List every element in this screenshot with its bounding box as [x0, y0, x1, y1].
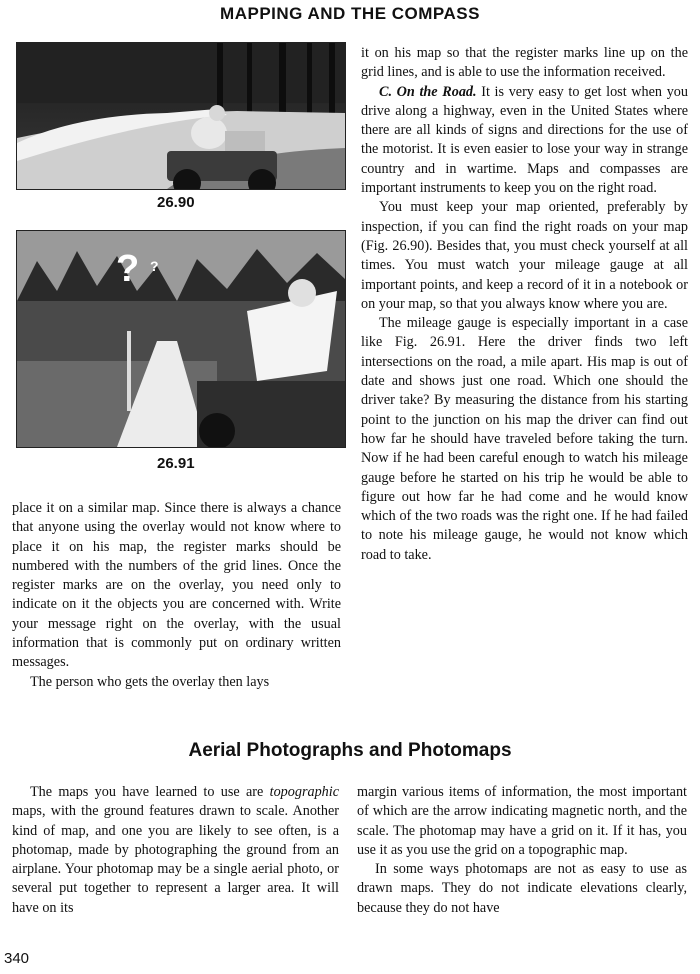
column-bottom-right: [357, 783, 687, 918]
photo-driver-with-map: [16, 230, 346, 448]
question-mark-2: ?: [150, 258, 159, 274]
paragraph: You must keep your map oriented, preferably by inspection, if you can find the right roads on your map (Fig. 26.90). Besides that, you must check yourself at all times. You must watch your mileage gauge at all important points, and keep a record of it in a notebook or on your map, so that you always know where you are.: [361, 199, 688, 312]
paragraph: it on his map so that the register marks line up on the grid lines, and is able to use the information received.: [361, 45, 688, 81]
figure-label-26-90: 26.90: [157, 194, 195, 211]
text-run: maps, with the ground features drawn to scale. Another kind of map, and one you are likely to see often, is a photomap, made by photographing the ground from an airplane. Your photomap may be a single aerial photo, or several put together to represent a larger area. It will have on its: [12, 803, 339, 916]
jeep-road-illustration: [17, 43, 345, 189]
paragraph-on-the-road: [361, 83, 688, 199]
text-run: The maps you have learned to use are: [30, 784, 270, 800]
column-top-left: [12, 499, 341, 692]
paragraph: margin various items of information, the most important of which are the arrow indicating magnetic north, and the scale. The photomap may have a grid on it. If it has, you use it as you use the grid on a topographic map.: [357, 784, 687, 858]
paragraph: [12, 783, 339, 918]
paragraph: In some ways photomaps are not as easy to use as drawn maps. They do not indicate elevations clearly, because they do not have: [357, 861, 687, 916]
paragraph: The person who gets the overlay then lays: [30, 673, 270, 690]
paragraph: The mileage gauge is especially important in a case like Fig. 26.91. Here the driver finds two left intersections on the road, a mile apart. His map is out of date and shows just one road. Which one should the driver take? By measuring the distance from his starting point to the junction on his map the driver can find out how far he should have traveled before taking the turn. Now if he had been careful enough to watch his mileage gauge before he started on his trip he would be able to figure out how far he had come and he would know which of the two roads was the right one. If he had failed to note his mileage gauge, he would not know which road to take.: [361, 315, 688, 563]
question-mark-1: ?: [116, 248, 140, 290]
page-number: 340: [4, 950, 30, 967]
run-in-heading: C. On the Road.: [379, 83, 477, 100]
column-bottom-left: [12, 783, 339, 918]
paragraph-text: It is very easy to get lost when you drive along a highway, even in the United States where there are all kinds of signs and directions for the use of the motorist. It is even easier to lose your way in strange country and in wartime. Maps and compasses are important instruments to keep you on the right road.: [361, 83, 688, 197]
paragraph: place it on a similar map. Since there is always a chance that anyone using the overlay would not know where to place it on his map, the register marks should be numbered with the numbers of the grid lines. Once the register marks are on the overlay, you need only to indicate on it the objects you are concerned with. Write your message right on the overlay, with the usual information that is commonly put on ordinary written messages.: [12, 500, 341, 671]
running-head: MAPPING AND THE COMPASS: [220, 4, 480, 23]
column-top-right: [361, 44, 688, 565]
emphasis: topographic: [269, 784, 339, 800]
section-heading: Aerial Photographs and Photomaps: [188, 740, 512, 761]
figure-label-26-91: 26.91: [157, 455, 195, 472]
driver-map-illustration: [17, 231, 345, 447]
photo-jeep-on-road: [16, 42, 346, 190]
